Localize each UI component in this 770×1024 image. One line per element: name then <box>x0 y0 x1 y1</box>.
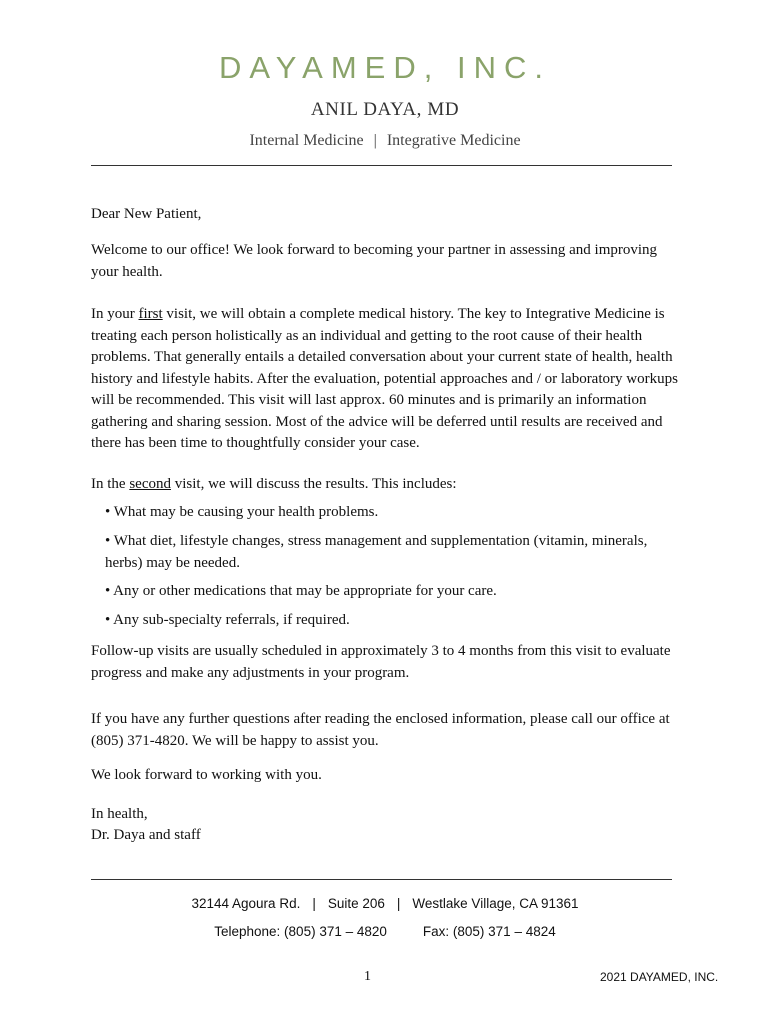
footer-divider <box>91 879 672 880</box>
footer-contact <box>0 923 770 941</box>
address-separator: | <box>312 896 316 911</box>
questions-paragraph: If you have any further questions after reading the enclosed information, please call our office at (805) 371-4820. We will be happy to assist you. <box>91 711 670 749</box>
first-emphasis: first <box>138 306 163 322</box>
signature: Dr. Daya and staff <box>91 827 201 843</box>
address-separator: | <box>396 896 401 911</box>
salutation: Dear New Patient, <box>91 206 202 222</box>
bullet-item: • Any sub-specialty referrals, if required. <box>105 612 350 628</box>
doctor-name: ANIL DAYA, MD <box>310 99 460 120</box>
specialty-integrative-medicine: Integrative Medicine <box>386 132 521 149</box>
specialty-internal-medicine: Internal Medicine <box>249 132 364 149</box>
address-city: Westlake Village, CA 91361 <box>412 896 579 911</box>
first-visit-paragraph: In your first visit, we will obtain a complete medical history. The key to Integrative Medicine is treating each person holistically as an individual and getting to the root cause of their health problems. That generally entails a detailed conversation about your current state of health, health history and lifestyle habits. After the evaluation, potential approaches and / or laboratory workups will be recommended. This visit will last approx. 60 minutes and is primarily an information gathering and sharing session. Most of the advice will be deferred until results are received and there has been time to thoughtfully consider your case. <box>91 306 678 451</box>
page-number: 1 <box>364 969 371 984</box>
followup-paragraph: Follow-up visits are usually scheduled in approximately 3 to 4 months from this visit to evaluate progress and make any adjustments in your program. <box>91 643 671 681</box>
bullet-item: • Any or other medications that may be appropriate for your care. <box>105 583 497 599</box>
bullet-item: • What may be causing your health problems. <box>105 504 379 520</box>
specialties <box>0 130 770 152</box>
header-divider <box>91 165 672 166</box>
telephone: Telephone: (805) 371 – 4820 <box>214 924 387 939</box>
footer-address <box>0 895 770 913</box>
signoff: In health, <box>91 806 148 822</box>
address-street: 32144 Agoura Rd. <box>191 896 301 911</box>
bullet-item: • What diet, lifestyle changes, stress management and supplementation (vitamin, minerals, herbs) may be needed. <box>105 533 648 571</box>
second-visit-paragraph: In the second visit, we will discuss the results. This includes: <box>91 476 457 492</box>
specialty-separator: | <box>373 132 377 149</box>
closing-line: We look forward to working with you. <box>91 767 322 783</box>
welcome-paragraph: Welcome to our office! We look forward to becoming your partner in assessing and improving your health. <box>91 242 658 280</box>
second-emphasis: second <box>129 476 171 492</box>
logo: DAYAMED, INC. <box>219 50 551 85</box>
fax: Fax: (805) 371 – 4824 <box>422 924 556 939</box>
copyright: 2021 DAYAMED, INC. <box>600 970 719 984</box>
address-suite: Suite 206 <box>327 896 385 911</box>
